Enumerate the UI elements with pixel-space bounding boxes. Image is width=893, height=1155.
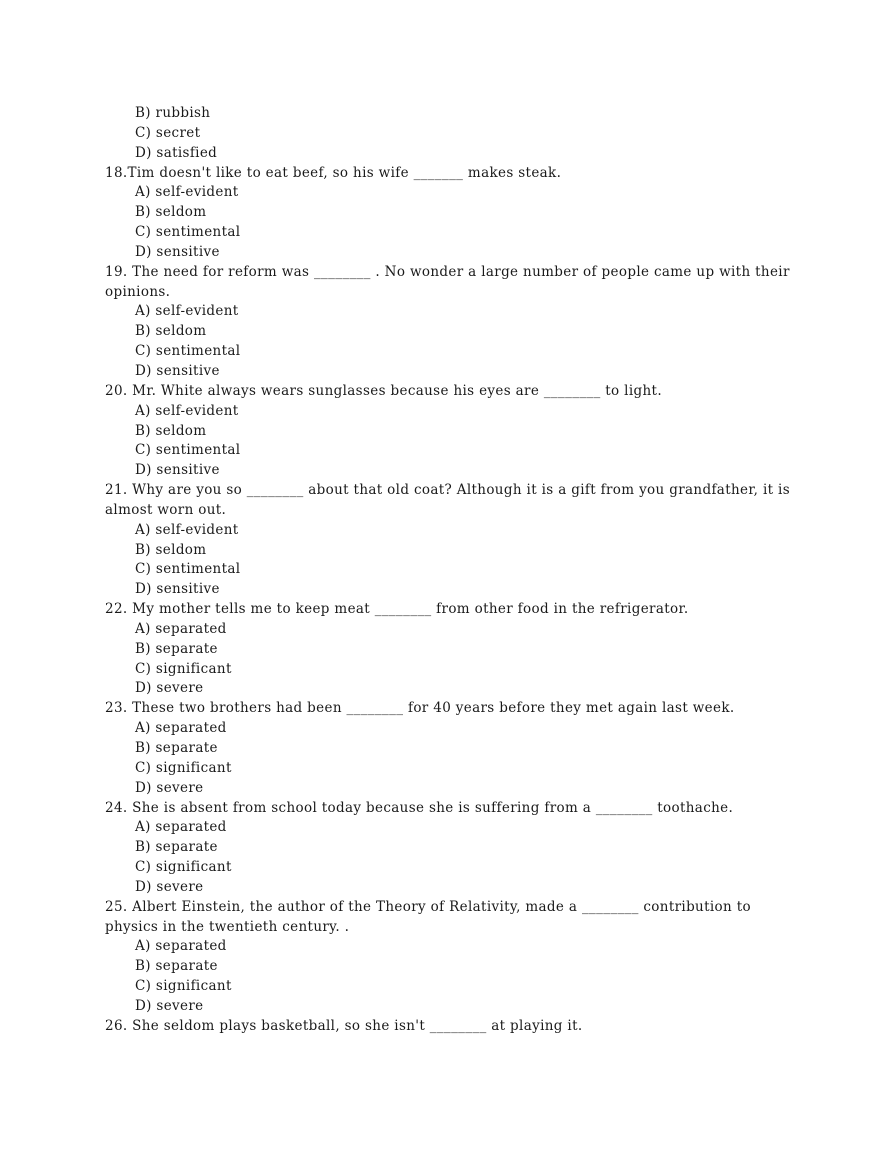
answer-option: D) satisfied (135, 144, 218, 161)
answer-option: A) separated (135, 938, 227, 955)
answer-option: C) significant (135, 660, 232, 677)
answer-option: B) separate (135, 958, 218, 975)
question-block (105, 600, 795, 699)
question-text: 21. Why are you so ________ about that old coat? Although it is a gift from you grandfather, it is almost worn out. (105, 482, 790, 518)
answer-option: C) sentimental (135, 561, 241, 578)
answer-option: A) separated (135, 620, 227, 637)
question-text: 19. The need for reform was ________ . No wonder a large number of people came up with their opinions. (105, 263, 790, 300)
answer-option: B) seldom (135, 323, 207, 340)
document-page (105, 104, 795, 1037)
answer-option: A) separated (135, 720, 227, 737)
answer-option: C) sentimental (135, 224, 241, 241)
answer-option: C) significant (135, 759, 232, 776)
answer-option: C) secret (135, 124, 201, 141)
question-block (105, 699, 795, 798)
answer-option: A) self-evident (135, 521, 239, 538)
answer-option: B) seldom (135, 422, 207, 439)
answer-option: A) self-evident (135, 402, 239, 419)
question-list (105, 164, 795, 1037)
answer-option: A) self-evident (135, 303, 239, 320)
answer-option: B) separate (135, 839, 218, 856)
question-block (105, 382, 795, 481)
leading-options (105, 104, 795, 164)
answer-option: A) separated (135, 819, 227, 836)
question-text: 26. She seldom plays basketball, so she isn't ________ at playing it. (105, 1017, 583, 1034)
answer-option: B) rubbish (135, 105, 211, 121)
answer-option: B) separate (135, 740, 218, 756)
question-text: 23. These two brothers had been ________ for 40 years before they met again last week. (105, 700, 735, 717)
answer-option: D) sensitive (135, 462, 220, 479)
question-block (105, 898, 795, 1017)
answer-option: D) severe (135, 779, 204, 796)
question-text: 22. My mother tells me to keep meat ________ from other food in the refrigerator. (105, 601, 689, 618)
question-block (105, 1017, 795, 1037)
question-text: 20. Mr. White always wears sunglasses because his eyes are ________ to light. (105, 382, 662, 399)
question-block (105, 164, 795, 263)
question-block (105, 481, 795, 600)
question-text: 24. She is absent from school today because she is suffering from a ________ toothache. (105, 799, 734, 816)
answer-option: D) sensitive (135, 243, 220, 260)
answer-option: C) significant (135, 859, 232, 876)
answer-option: D) severe (135, 997, 204, 1014)
question-text: 18.Tim doesn't like to eat beef, so his wife _______ makes steak. (105, 164, 562, 181)
question-block (105, 799, 795, 898)
answer-option: B) seldom (135, 204, 207, 221)
answer-option: C) sentimental (135, 343, 241, 360)
answer-option: A) self-evident (135, 184, 239, 201)
answer-option: C) sentimental (135, 442, 241, 459)
answer-option: B) separate (135, 640, 218, 657)
answer-option: B) seldom (135, 541, 207, 558)
answer-option: C) significant (135, 978, 232, 995)
answer-option: D) severe (135, 680, 204, 697)
answer-option: D) sensitive (135, 362, 220, 379)
answer-option: D) sensitive (135, 581, 220, 598)
question-block (105, 263, 795, 382)
answer-option: D) severe (135, 878, 204, 895)
question-text: 25. Albert Einstein, the author of the Theory of Relativity, made a ________ contribution to physics in the twentieth century. . (105, 898, 751, 935)
